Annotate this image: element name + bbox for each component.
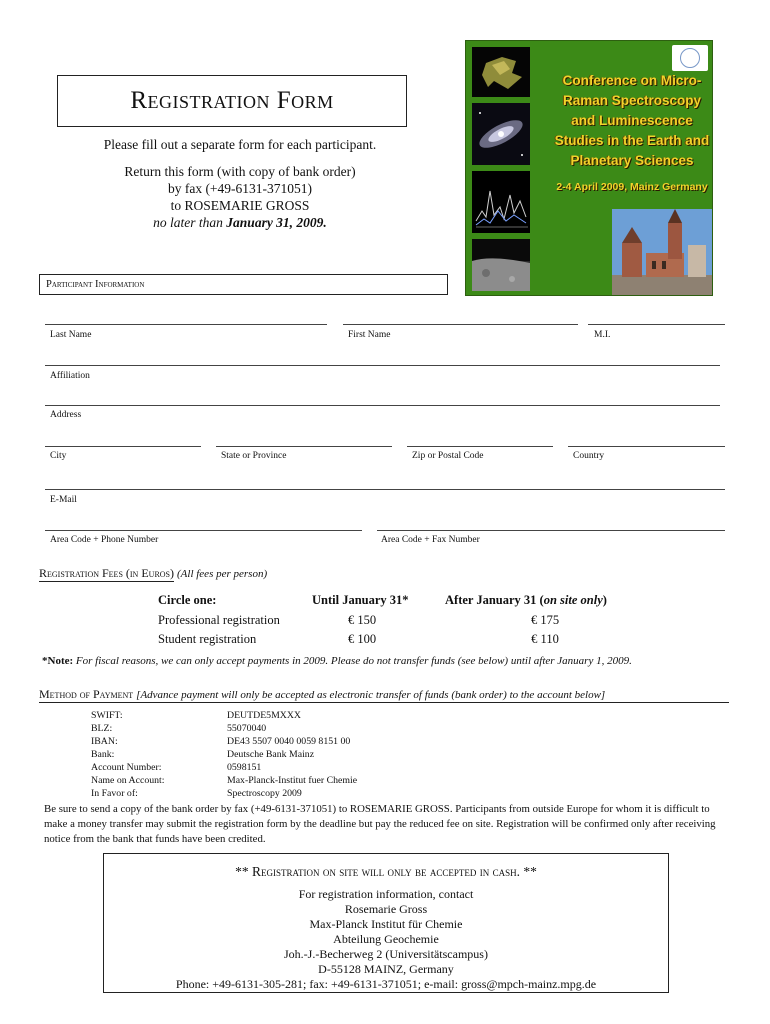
fees-note: *Note: For fiscal reasons, we can only accept payments in 2009. Please do not transfer funds (see below) until after January 1, 2009.	[42, 655, 632, 667]
address-label: Address	[50, 410, 82, 420]
contact-institute: Max-Planck Institut für Chemie	[309, 917, 463, 931]
cash-notice-box	[103, 853, 669, 993]
contact-phone-fax-email: Phone: +49-6131-305-281; fax: +49-6131-371051; e-mail: gross@mpch-mainz.mpg.de	[175, 977, 597, 991]
form-title: Registration Form	[130, 87, 334, 114]
city-field[interactable]	[45, 446, 201, 447]
fees-heading-title: Registration Fees (in Euros)	[39, 566, 174, 580]
fee-row-professional-label: Professional registration	[158, 613, 280, 627]
moon-surface-image	[472, 239, 530, 291]
zip-label: Zip or Postal Code	[412, 451, 484, 461]
country-field[interactable]	[568, 446, 725, 447]
country-label: Country	[573, 451, 605, 461]
intro-line-1: Please fill out a separate form for each participant.	[103, 137, 377, 152]
payment-heading	[39, 687, 729, 703]
payment-heading-title: Method of Payment	[39, 687, 134, 701]
blz-value: 55070040	[227, 723, 267, 734]
fees-col-after: After January 31 (on site only)	[445, 593, 607, 607]
payment-values	[227, 709, 357, 800]
last-name-field[interactable]	[45, 324, 327, 325]
intro-line-3: by fax (+49-6131-371051)	[167, 181, 313, 196]
fax-field[interactable]	[377, 530, 725, 531]
conference-poster	[465, 40, 713, 296]
fee-row-professional-until[interactable]: € 150	[347, 613, 377, 627]
bank-value: Deutsche Bank Mainz	[227, 749, 315, 760]
phone-label: Area Code + Phone Number	[50, 535, 159, 545]
email-label: E-Mail	[50, 495, 77, 505]
first-name-field[interactable]	[343, 324, 578, 325]
payment-instructions: Be sure to send a copy of the bank order by fax (+49-6131-371051) to ROSEMARIE GROSS. Participants from outside Europe for whom it is difficult to make a money transfer may submit the registration form by the deadline but pay the reduced fee on site. Registration will be confirmed only after receiving notice from the bank that funds have been credited.	[44, 803, 716, 845]
intro-line-4: to ROSEMARIE GROSS	[170, 198, 310, 213]
middle-initial-label: M.I.	[594, 330, 611, 340]
zip-field[interactable]	[407, 446, 553, 447]
participant-info-heading: Participant Information	[39, 274, 448, 295]
galaxy-image	[472, 103, 530, 165]
fees-heading-note: (All fees per person)	[177, 568, 268, 580]
intro-line-2: Return this form (with copy of bank order)	[124, 164, 356, 179]
fee-row-student-until[interactable]: € 100	[347, 632, 377, 646]
fees-col-until: Until January 31*	[312, 593, 409, 607]
deadline-date: January 31, 2009.	[226, 215, 327, 230]
fee-row-student-label: Student registration	[158, 632, 257, 646]
affiliation-label: Affiliation	[50, 371, 90, 381]
affiliation-field[interactable]	[45, 365, 720, 366]
in-favor-of-value: Spectroscopy 2009	[227, 788, 302, 799]
payment-heading-note: [Advance payment will only be accepted as electronic transfer of funds (bank order) to the account below]	[136, 689, 606, 701]
fax-label: Area Code + Fax Number	[381, 535, 480, 545]
institute-logo	[672, 45, 708, 71]
spectrum-graph-image	[472, 171, 530, 233]
contact-name: Rosemarie Gross	[344, 902, 428, 916]
poster-title: Conference on Micro- Raman Spectroscopy and Luminescence Studies in the Earth and Planetary Sciences	[554, 73, 710, 168]
state-field[interactable]	[216, 446, 392, 447]
fees-heading	[39, 566, 267, 581]
form-title-box	[57, 75, 407, 127]
contact-city: D-55128 MAINZ, Germany	[318, 962, 454, 976]
first-name-label: First Name	[348, 330, 391, 340]
mainz-cathedral-image	[612, 209, 712, 295]
iban-value: DE43 5507 0040 0059 8151 00	[227, 736, 351, 747]
account-number-value: 0598151	[227, 762, 262, 773]
payment-labels: SWIFT: BLZ: IBAN: Bank: Account Number: Name on Account: In Favor of:	[91, 710, 165, 799]
deadline-line	[60, 215, 420, 231]
contact-department: Abteilung Geochemie	[333, 932, 439, 946]
contact-info	[104, 887, 668, 992]
middle-initial-field[interactable]	[588, 324, 725, 325]
swift-value: DEUTDE5MXXX	[227, 710, 302, 721]
account-name-value: Max-Planck-Institut fuer Chemie	[227, 775, 358, 786]
deadline-prefix: no later than	[153, 215, 227, 230]
poster-date: 2-4 April 2009, Mainz Germany	[556, 181, 708, 193]
address-field[interactable]	[45, 405, 720, 406]
state-label: State or Province	[221, 451, 287, 461]
email-field[interactable]	[45, 489, 725, 490]
fee-row-professional-after[interactable]: € 175	[530, 613, 560, 627]
fees-col-circle: Circle one:	[158, 593, 217, 607]
fee-row-student-after[interactable]: € 110	[531, 632, 559, 646]
contact-street: Joh.-J.-Becherweg 2 (Universitätscampus)	[284, 947, 488, 961]
phone-field[interactable]	[45, 530, 362, 531]
contact-line: For registration information, contact	[298, 887, 474, 901]
city-label: City	[50, 451, 67, 461]
poster-map-image	[472, 47, 530, 97]
last-name-label: Last Name	[50, 330, 92, 340]
cash-notice-title: ** Registration on site will only be accepted in cash. **	[235, 864, 537, 879]
